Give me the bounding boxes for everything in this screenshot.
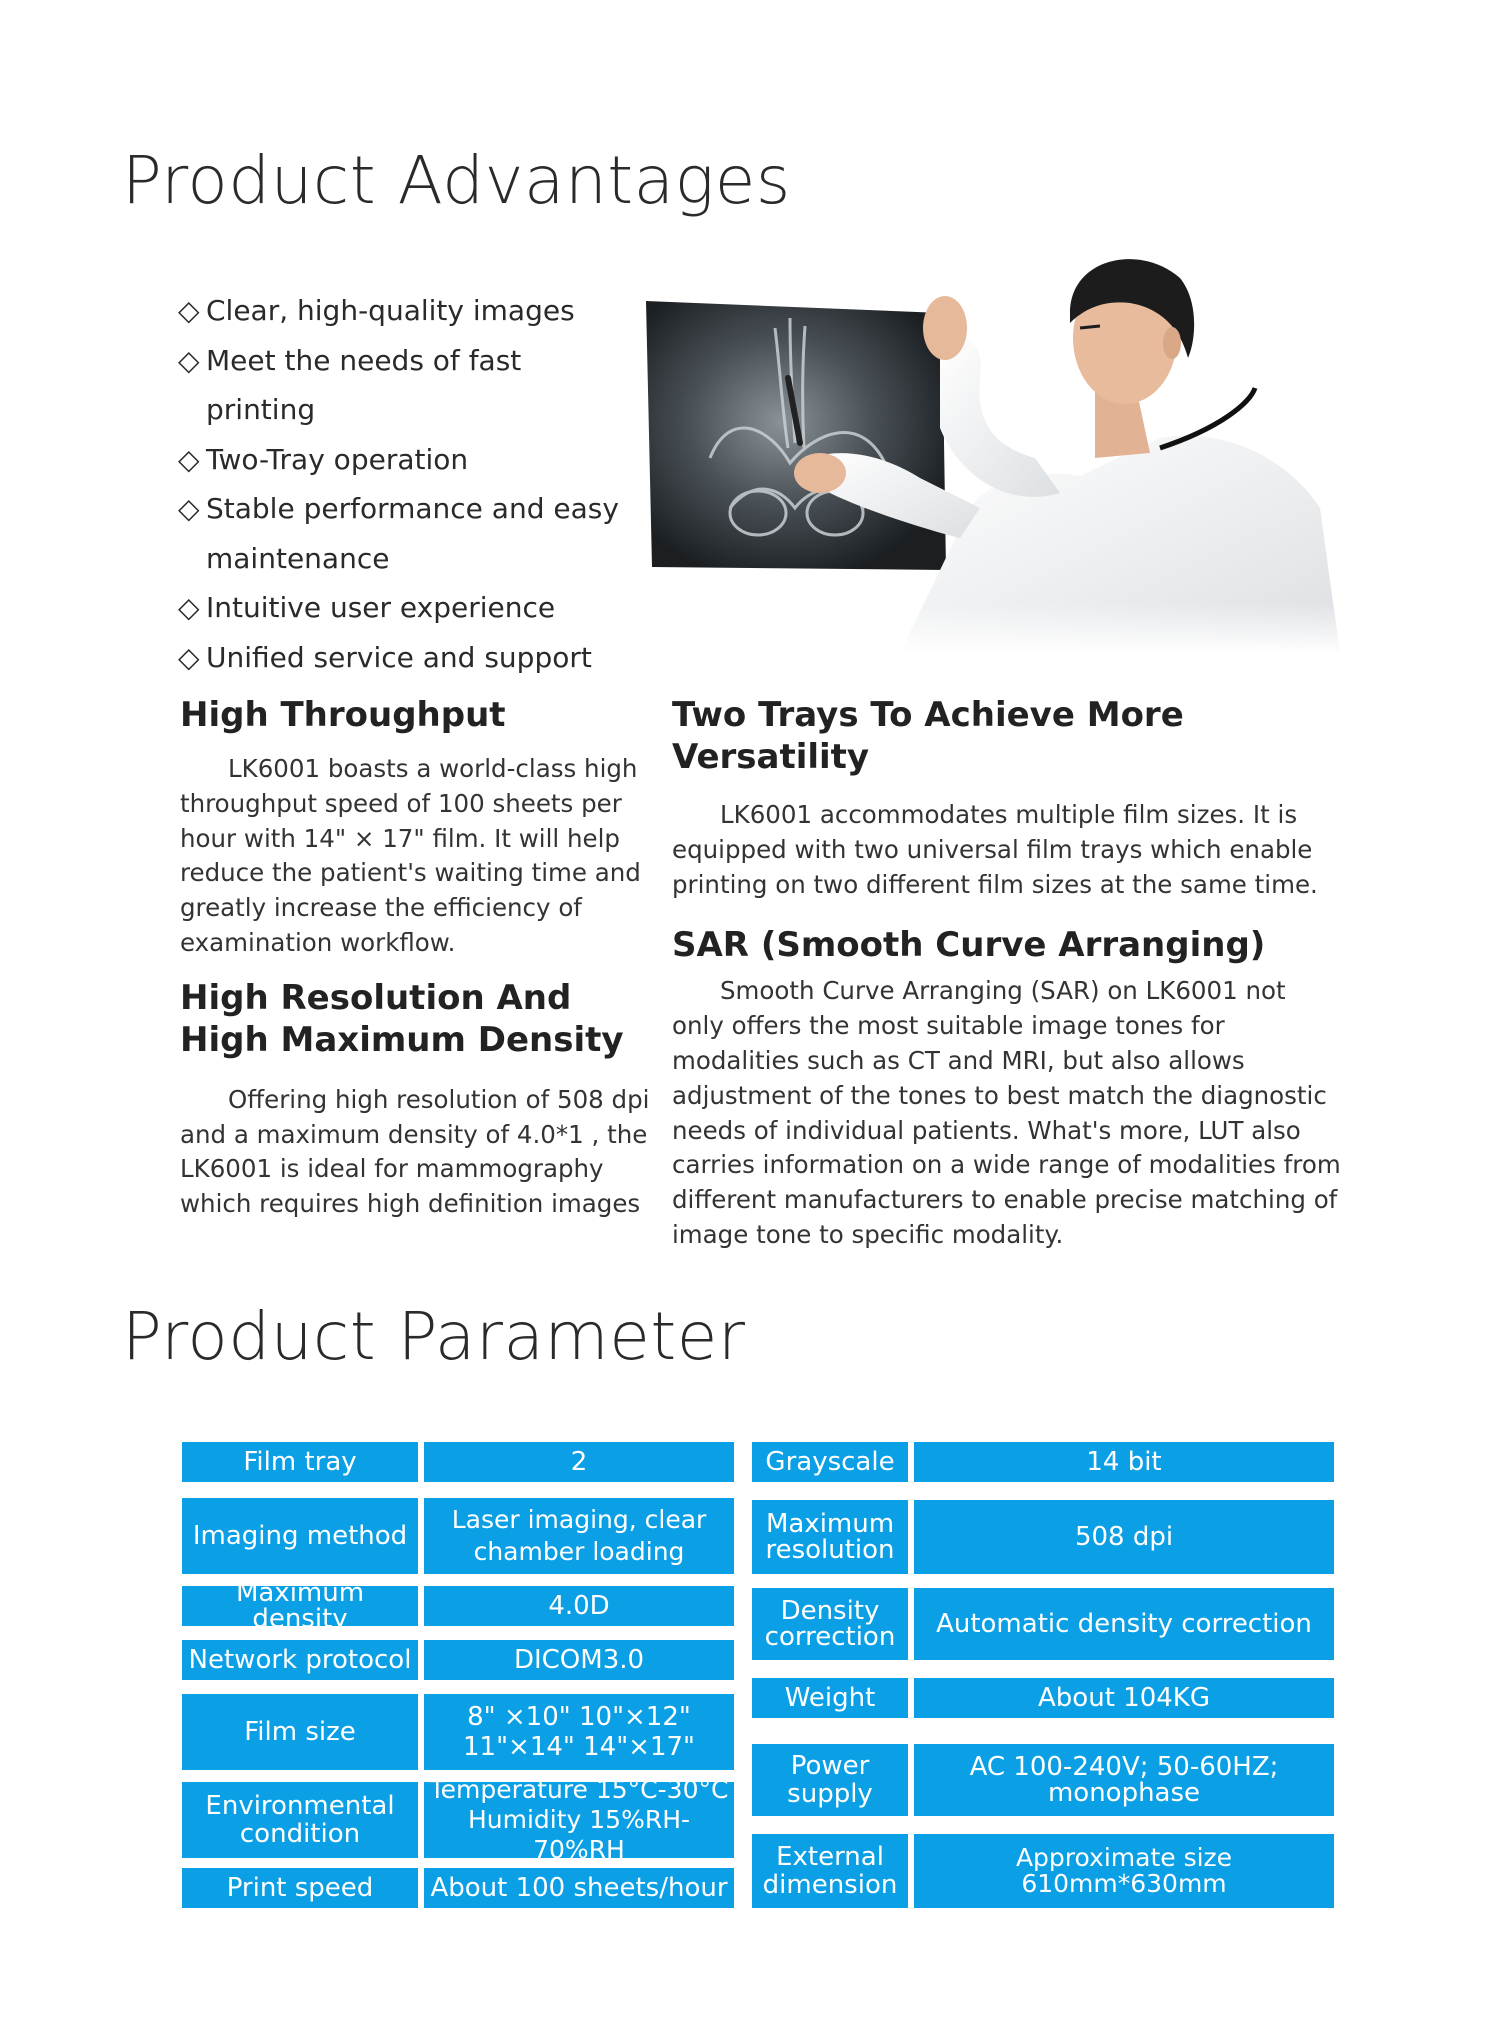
advantage-item: ◇ Stable performance and easy maintenance [178,484,638,583]
param-value: About 104KG [914,1678,1334,1718]
high-throughput-heading: High Throughput [180,695,506,735]
param-value: 508 dpi [914,1500,1334,1574]
param-label: Maximum resolution [752,1500,908,1574]
param-label: Maximum density [182,1586,418,1626]
param-value: 2 [424,1442,734,1482]
param-value: Temperature 15°C-30°C Humidity 15%RH-70%RH [424,1782,734,1858]
advantage-item: ◇ Unified service and support [178,633,638,683]
param-value: DICOM3.0 [424,1640,734,1680]
param-value: 4.0D [424,1586,734,1626]
param-label: Film size [182,1694,418,1770]
diamond-bullet-icon: ◇ [178,294,200,327]
advantages-list [178,286,638,682]
parameters-title: Product Parameter [122,1298,746,1375]
high-resolution-text: Offering high resolution of 508 dpi and a maximum density of 4.0*1 , the LK6001 is ideal for mammography which requires high definition images [180,1084,650,1219]
param-label: Film tray [182,1442,418,1482]
advantage-item: ◇ Meet the needs of fast printing [178,336,638,435]
param-label: Power supply [752,1744,908,1816]
diamond-bullet-icon: ◇ [178,442,200,476]
param-value: Laser imaging, clear chamber loading [424,1498,734,1574]
param-value: Automatic density correction [914,1588,1334,1660]
diamond-bullet-icon: ◇ [178,640,200,674]
sar-heading: SAR (Smooth Curve Arranging) [672,925,1266,966]
param-label: Density correction [752,1588,908,1660]
param-value: About 100 sheets/hour [424,1868,734,1908]
param-value: 8" ×10" 10"×12" 11"×14" 14"×17" [424,1694,734,1770]
high-resolution-heading: High Resolution And High Maximum Density [180,977,624,1060]
advantages-title: Product Advantages [122,142,791,219]
advantage-item: ◇ Clear, high-quality images [178,286,638,336]
two-trays-heading: Two Trays To Achieve More Versatility [672,695,1184,777]
param-label: Grayscale [752,1442,908,1482]
param-value: 14 bit [914,1442,1334,1482]
diamond-bullet-icon: ◇ [178,591,200,624]
sar-text: Smooth Curve Arranging (SAR) on LK6001 not only offers the most suitable image tones for modalities such as CT and MRI, but also allows adjustment of the tones to best match the diagnostic needs of individual patients. What's more, LUT also carries information on a wide range of modalities from different manufacturers to enable precise matching of image tone to specific modality. [672,976,1341,1249]
param-label: Environmental condition [182,1782,418,1858]
param-label: Network protocol [182,1640,418,1680]
right-column [672,694,1342,1253]
diamond-bullet-icon: ◇ [178,492,200,525]
diamond-bullet-icon: ◇ [178,343,200,377]
param-label: Imaging method [182,1498,418,1574]
doctor-xray-illustration [640,208,1340,653]
high-throughput-text: LK6001 boasts a world-class high throughput speed of 100 sheets per hour with 14" × 17" film. It will help reduce the patient's waiting time and greatly increase the efficiency of examination workflow. [180,754,641,957]
param-value: AC 100-240V; 50-60HZ; monophase [914,1744,1334,1816]
param-label: Weight [752,1678,908,1718]
two-trays-text: LK6001 accommodates multiple film sizes. It is equipped with two universal film trays which enable printing on two different film sizes at the same time. [672,800,1318,899]
param-label: External dimension [752,1834,908,1908]
advantage-item: ◇ Two-Tray operation [178,435,638,485]
left-column [180,694,650,1222]
param-value: Approximate size 610mm*630mm [914,1834,1334,1908]
param-label: Print speed [182,1868,418,1908]
advantage-item: ◇ Intuitive user experience [178,583,638,633]
